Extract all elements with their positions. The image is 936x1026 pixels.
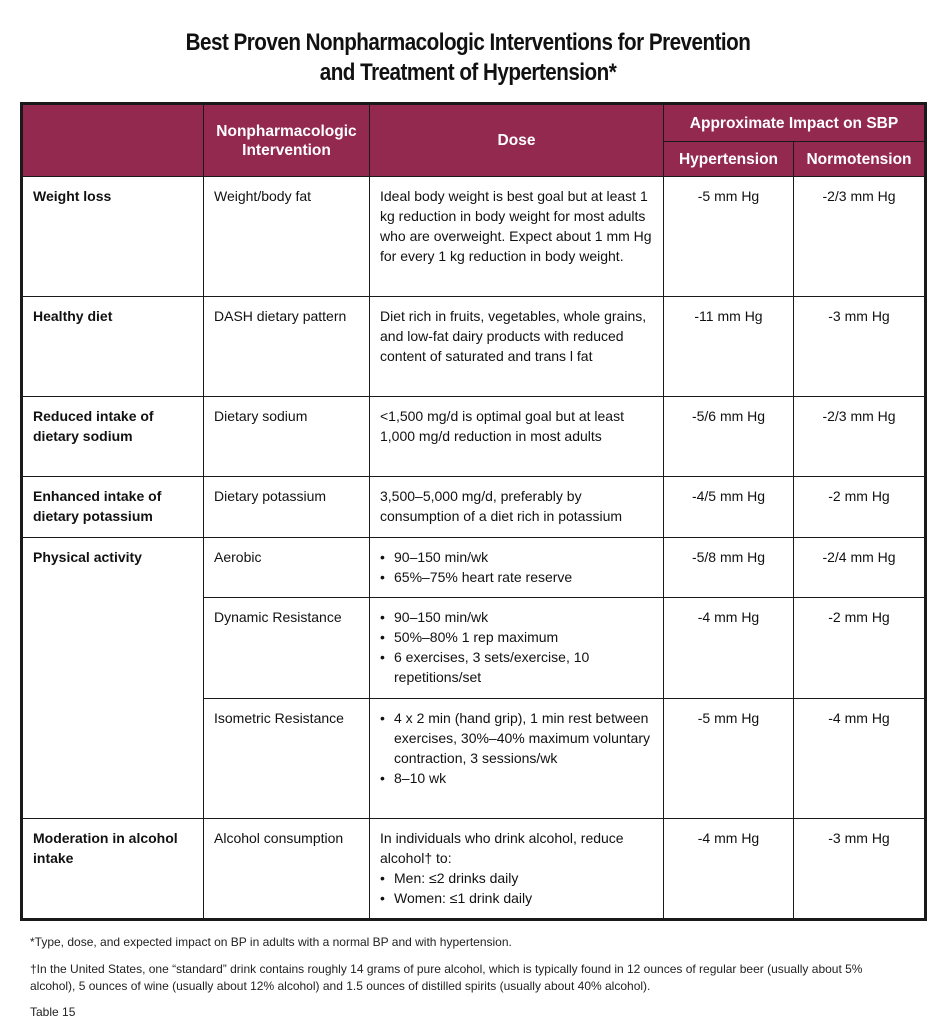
row-hypertension: -5 mm Hg: [664, 699, 794, 819]
row-normotension: -4 mm Hg: [794, 699, 925, 819]
table-row: [23, 177, 925, 297]
footnote-dagger: †In the United States, one “standard” drink contains roughly 14 grams of pure alcohol, which is typically found in 12 ounces of regular beer (usually about 5% alcohol), 5 ounces of wine (usually about 12% alcohol) and 1.5 ounces of distilled spirits (usually about 40% alcohol).: [30, 962, 863, 993]
dose-intro: In individuals who drink alcohol, reduce alcohol† to:: [380, 830, 624, 866]
row-hypertension: -4 mm Hg: [664, 819, 794, 919]
table-row: [23, 297, 925, 397]
header-normotension: Normotension: [794, 142, 925, 177]
row-dose: Ideal body weight is best goal but at least 1 kg reduction in body weight for most adults who are overweight. Expect about 1 mm Hg for every 1 kg reduction in body weight.: [370, 177, 664, 297]
row-normotension: -2/3 mm Hg: [794, 177, 925, 297]
table-row: [23, 819, 925, 919]
title-line-2: and Treatment of Hypertension*: [319, 59, 617, 86]
title-line-1: Best Proven Nonpharmacologic Interventions for Prevention: [185, 29, 751, 56]
header-hypertension: Hypertension: [664, 142, 794, 177]
table-row: [23, 477, 925, 538]
dose-bullet: • Women: ≤1 drink daily: [380, 888, 653, 908]
row-intervention: Dietary potassium: [204, 477, 370, 538]
row-hypertension: -4/5 mm Hg: [664, 477, 794, 538]
row-normotension: -3 mm Hg: [794, 819, 925, 919]
row-intervention: Isometric Resistance: [204, 699, 370, 819]
header-category: [23, 105, 204, 177]
row-intervention: Alcohol consumption: [204, 819, 370, 919]
row-intervention: DASH dietary pattern: [204, 297, 370, 397]
row-category: Weight loss: [23, 177, 204, 297]
row-category: Enhanced intake of dietary potassium: [23, 477, 204, 538]
dose-bullet: • 65%–75% heart rate reserve: [380, 567, 653, 587]
table-label: Table 15: [30, 1005, 76, 1019]
header-impact: Approximate Impact on SBP: [664, 105, 925, 142]
row-hypertension: -5 mm Hg: [664, 177, 794, 297]
header-intervention: Nonpharmacologic Intervention: [204, 105, 370, 177]
header-row: [23, 105, 925, 142]
row-category: Moderation in alcohol intake: [23, 819, 204, 919]
row-dose: [370, 598, 664, 699]
row-dose: 3,500–5,000 mg/d, preferably by consumption of a diet rich in potassium: [370, 477, 664, 538]
row-category: Healthy diet: [23, 297, 204, 397]
row-dose: <1,500 mg/d is optimal goal but at least 1,000 mg/d reduction in most adults: [370, 397, 664, 477]
row-normotension: -2/3 mm Hg: [794, 397, 925, 477]
row-intervention: Weight/body fat: [204, 177, 370, 297]
row-category: Reduced intake of dietary sodium: [23, 397, 204, 477]
row-dose: Diet rich in fruits, vegetables, whole grains, and low-fat dairy products with reduced content of saturated and trans l fat: [370, 297, 664, 397]
row-hypertension: -11 mm Hg: [664, 297, 794, 397]
table-row: [23, 397, 925, 477]
row-intervention: Dietary sodium: [204, 397, 370, 477]
row-hypertension: -5/6 mm Hg: [664, 397, 794, 477]
dose-bullet: • 90–150 min/wk: [380, 607, 653, 627]
row-hypertension: -5/8 mm Hg: [664, 538, 794, 598]
row-hypertension: -4 mm Hg: [664, 598, 794, 699]
row-normotension: -2 mm Hg: [794, 598, 925, 699]
dose-bullet: • 50%–80% 1 rep maximum: [380, 627, 653, 647]
row-normotension: -3 mm Hg: [794, 297, 925, 397]
header-dose: Dose: [370, 105, 664, 177]
footnote-asterisk: *Type, dose, and expected impact on BP in adults with a normal BP and with hypertension.: [30, 935, 512, 949]
row-intervention: Aerobic: [204, 538, 370, 598]
row-category: Physical activity: [23, 538, 204, 819]
row-intervention: Dynamic Resistance: [204, 598, 370, 699]
row-normotension: -2 mm Hg: [794, 477, 925, 538]
dose-bullet: • 8–10 wk: [380, 768, 653, 788]
page-title: [0, 28, 936, 88]
row-dose: [370, 699, 664, 819]
row-dose: [370, 819, 664, 919]
dose-bullet: • 90–150 min/wk: [380, 547, 653, 567]
dose-bullet: • 6 exercises, 3 sets/exercise, 10 repetitions/set: [380, 647, 653, 687]
dose-bullet: • 4 x 2 min (hand grip), 1 min rest between exercises, 30%–40% maximum voluntary contraction, 3 sessions/wk: [380, 708, 653, 768]
dose-bullet: • Men: ≤2 drinks daily: [380, 868, 653, 888]
row-normotension: -2/4 mm Hg: [794, 538, 925, 598]
row-dose: [370, 538, 664, 598]
table-row: [23, 538, 925, 598]
interventions-table: [22, 104, 925, 919]
